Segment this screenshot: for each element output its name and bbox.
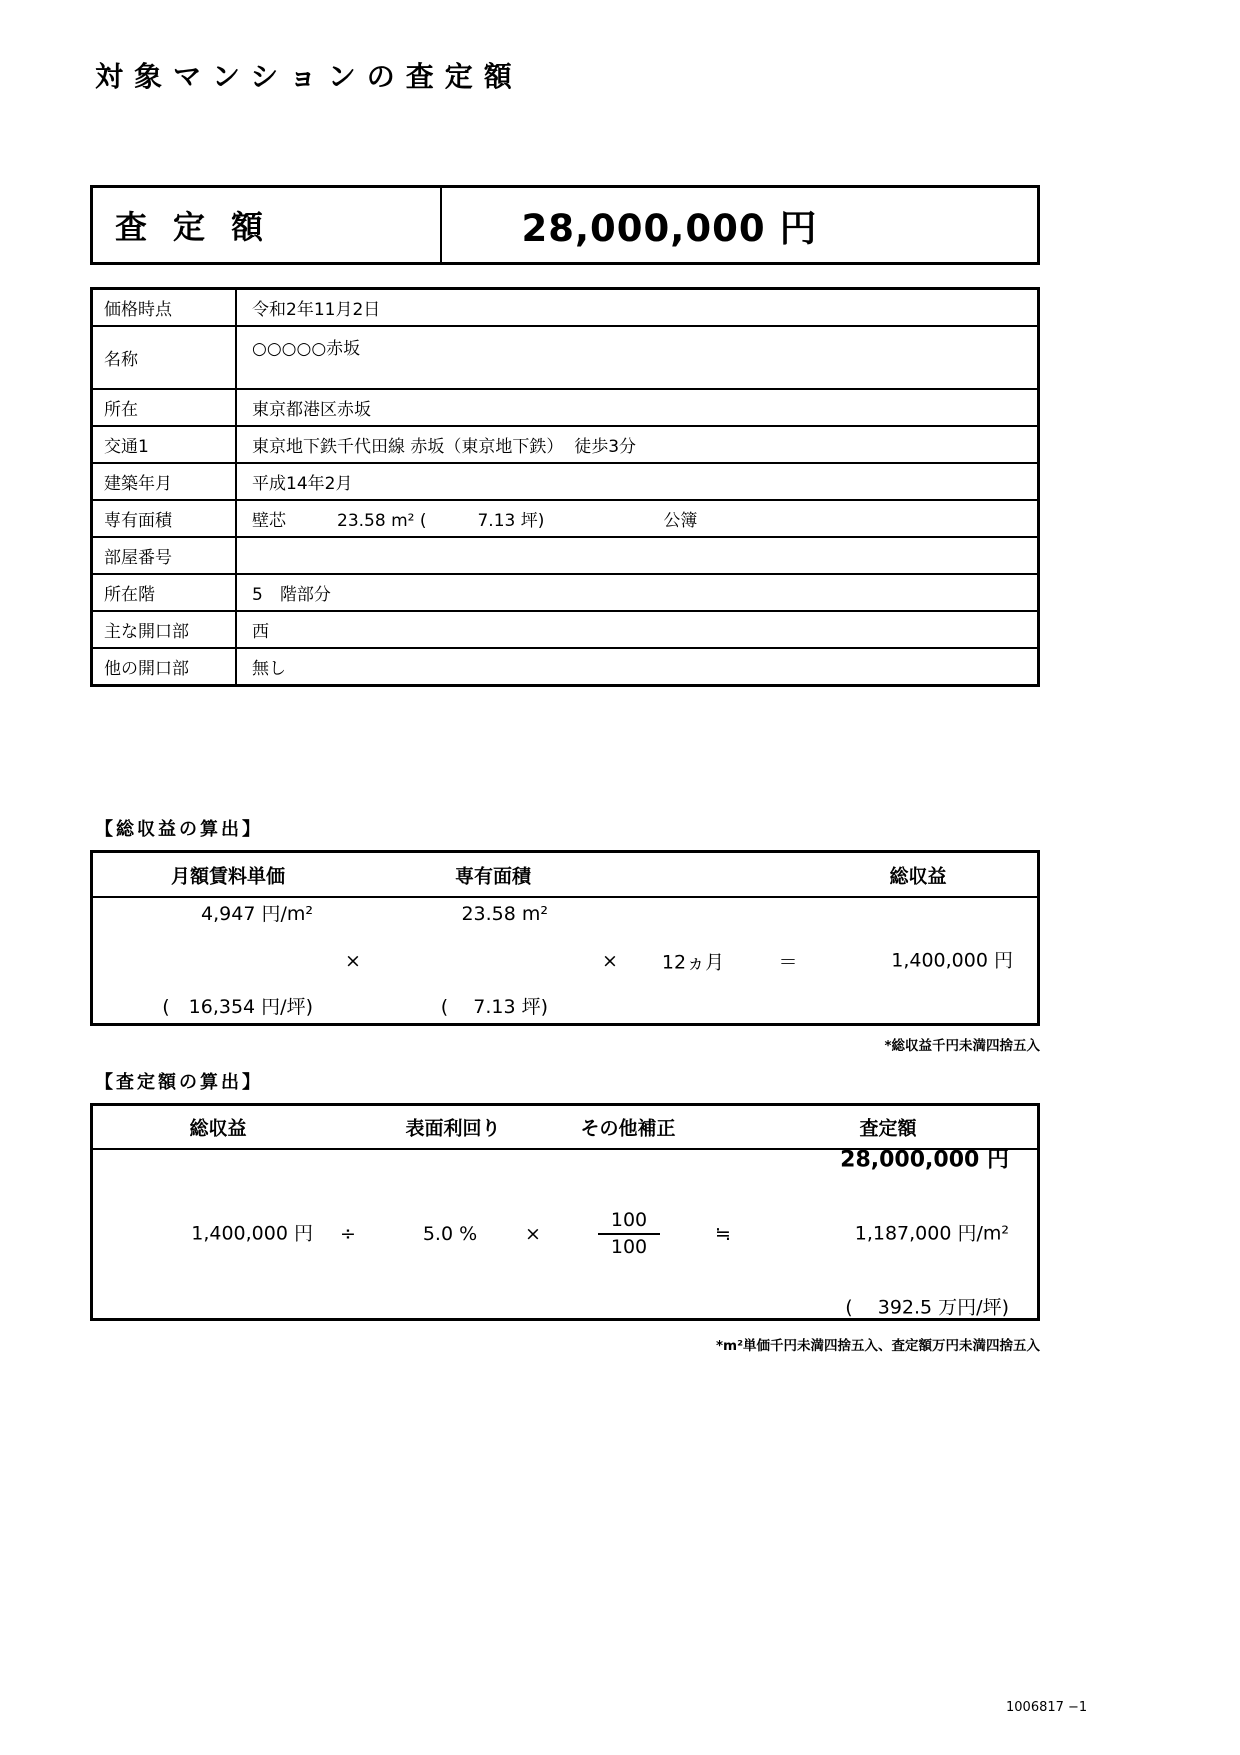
header-gross-revenue-2: 総収益: [189, 1117, 247, 1140]
appraisal-section-heading: 【査定額の算出】: [95, 1072, 263, 1093]
appraisal-result-per-tsubo: ( 392.5 万円/坪): [845, 1296, 1009, 1319]
header-monthly-rent-unit: 月額賃料単価: [170, 865, 286, 887]
appraisal-summary-value: 28,000,000 円: [521, 207, 818, 250]
appraisal-calc-body: [93, 1147, 1037, 1319]
row-other-opening: [93, 647, 1037, 684]
rent-per-tsubo: ( 16,354 円/坪): [162, 995, 313, 1018]
row-price-point-label: 価格時点: [93, 290, 237, 325]
appraisal-result-block: [840, 1102, 1009, 1367]
appraisal-summary-label: 査定額: [93, 188, 442, 262]
row-name-value: ○○○○○赤坂: [252, 339, 361, 359]
gross-revenue-input: 1,400,000 円: [191, 1222, 313, 1245]
fraction-denominator: 100: [598, 1233, 660, 1260]
document-number: 1006817 −1: [1006, 1700, 1088, 1715]
appraisal-result-per-sqm: 1,187,000 円/m²: [854, 1222, 1009, 1245]
revenue-section-heading: 【総収益の算出】: [95, 819, 263, 840]
row-location-value: 東京都港区赤坂: [252, 400, 371, 420]
row-transport-1-label: 交通1: [93, 427, 237, 462]
row-transport-1: [93, 425, 1037, 462]
appraisal-footnote: *m²単価千円未満四捨五入、査定額万円未満四捨五入: [715, 1338, 1040, 1354]
row-transport-1-value: 東京地下鉄千代田線 赤坂（東京地下鉄） 徒歩3分: [252, 437, 637, 457]
row-built-date: [93, 462, 1037, 499]
gross-revenue-value: 1,400,000 円: [891, 949, 1013, 971]
row-room-number-label: 部屋番号: [93, 538, 237, 573]
header-appraisal-amount: 査定額: [859, 1117, 917, 1140]
row-main-opening-label: 主な開口部: [93, 612, 237, 647]
row-other-opening-value: 無し: [252, 659, 286, 679]
row-room-number-value: [237, 538, 1037, 573]
equals-operator: ＝: [778, 951, 798, 973]
adjustment-fraction: [598, 1208, 660, 1260]
row-floor-area: [93, 499, 1037, 536]
appraisal-result-total: 28,000,000 円: [840, 1147, 1009, 1173]
surface-yield-value: 5.0 %: [422, 1223, 478, 1245]
area-sqm: 23.58 m²: [461, 902, 548, 925]
revenue-calc-body: [93, 898, 1037, 1023]
header-gross-revenue: 総収益: [889, 865, 947, 887]
header-surface-yield: 表面利回り: [405, 1117, 501, 1140]
header-other-adjustment: その他補正: [580, 1117, 676, 1140]
multiply-operator-3: ×: [525, 1223, 541, 1245]
multiply-operator-1: ×: [345, 949, 361, 972]
appraisal-calc-table: [90, 1103, 1040, 1321]
row-price-point: [93, 290, 1037, 325]
rent-per-sqm: 4,947 円/m²: [201, 902, 313, 925]
row-location: [93, 388, 1037, 425]
row-location-label: 所在: [93, 390, 237, 425]
floor-area-block: [358, 837, 548, 1085]
row-floor-level-value: 5 階部分: [252, 585, 331, 605]
row-name-label: 名称: [93, 327, 237, 388]
row-floor-level: [93, 573, 1037, 610]
row-price-point-value: 令和2年11月2日: [252, 300, 381, 320]
row-main-opening: [93, 610, 1037, 647]
appraisal-summary-box: [90, 185, 1040, 265]
rent-unit-price-block: [118, 837, 313, 1085]
row-room-number: [93, 536, 1037, 573]
header-floor-area: 専有面積: [454, 865, 532, 887]
months-value: 12ヵ月: [661, 951, 725, 973]
revenue-footnote: *総収益千円未満四捨五入: [884, 1038, 1040, 1054]
row-name: [93, 325, 1037, 388]
row-main-opening-value: 西: [252, 622, 269, 642]
area-tsubo: ( 7.13 坪): [440, 995, 548, 1018]
page-title: 対象マンションの査定額: [95, 60, 523, 93]
divide-operator: ÷: [340, 1223, 356, 1245]
fraction-numerator: 100: [610, 1209, 648, 1231]
multiply-operator-2: ×: [602, 949, 618, 972]
revenue-calc-table: [90, 850, 1040, 1026]
row-floor-area-label: 専有面積: [93, 501, 237, 536]
row-built-date-value: 平成14年2月: [252, 474, 353, 494]
property-detail-table: [90, 287, 1040, 687]
row-floor-level-label: 所在階: [93, 575, 237, 610]
row-built-date-label: 建築年月: [93, 464, 237, 499]
row-floor-area-value: 壁芯 23.58 m² ( 7.13 坪) 公簿: [252, 511, 698, 531]
approx-equals-operator: ≒: [715, 1223, 731, 1245]
row-other-opening-label: 他の開口部: [93, 649, 237, 684]
